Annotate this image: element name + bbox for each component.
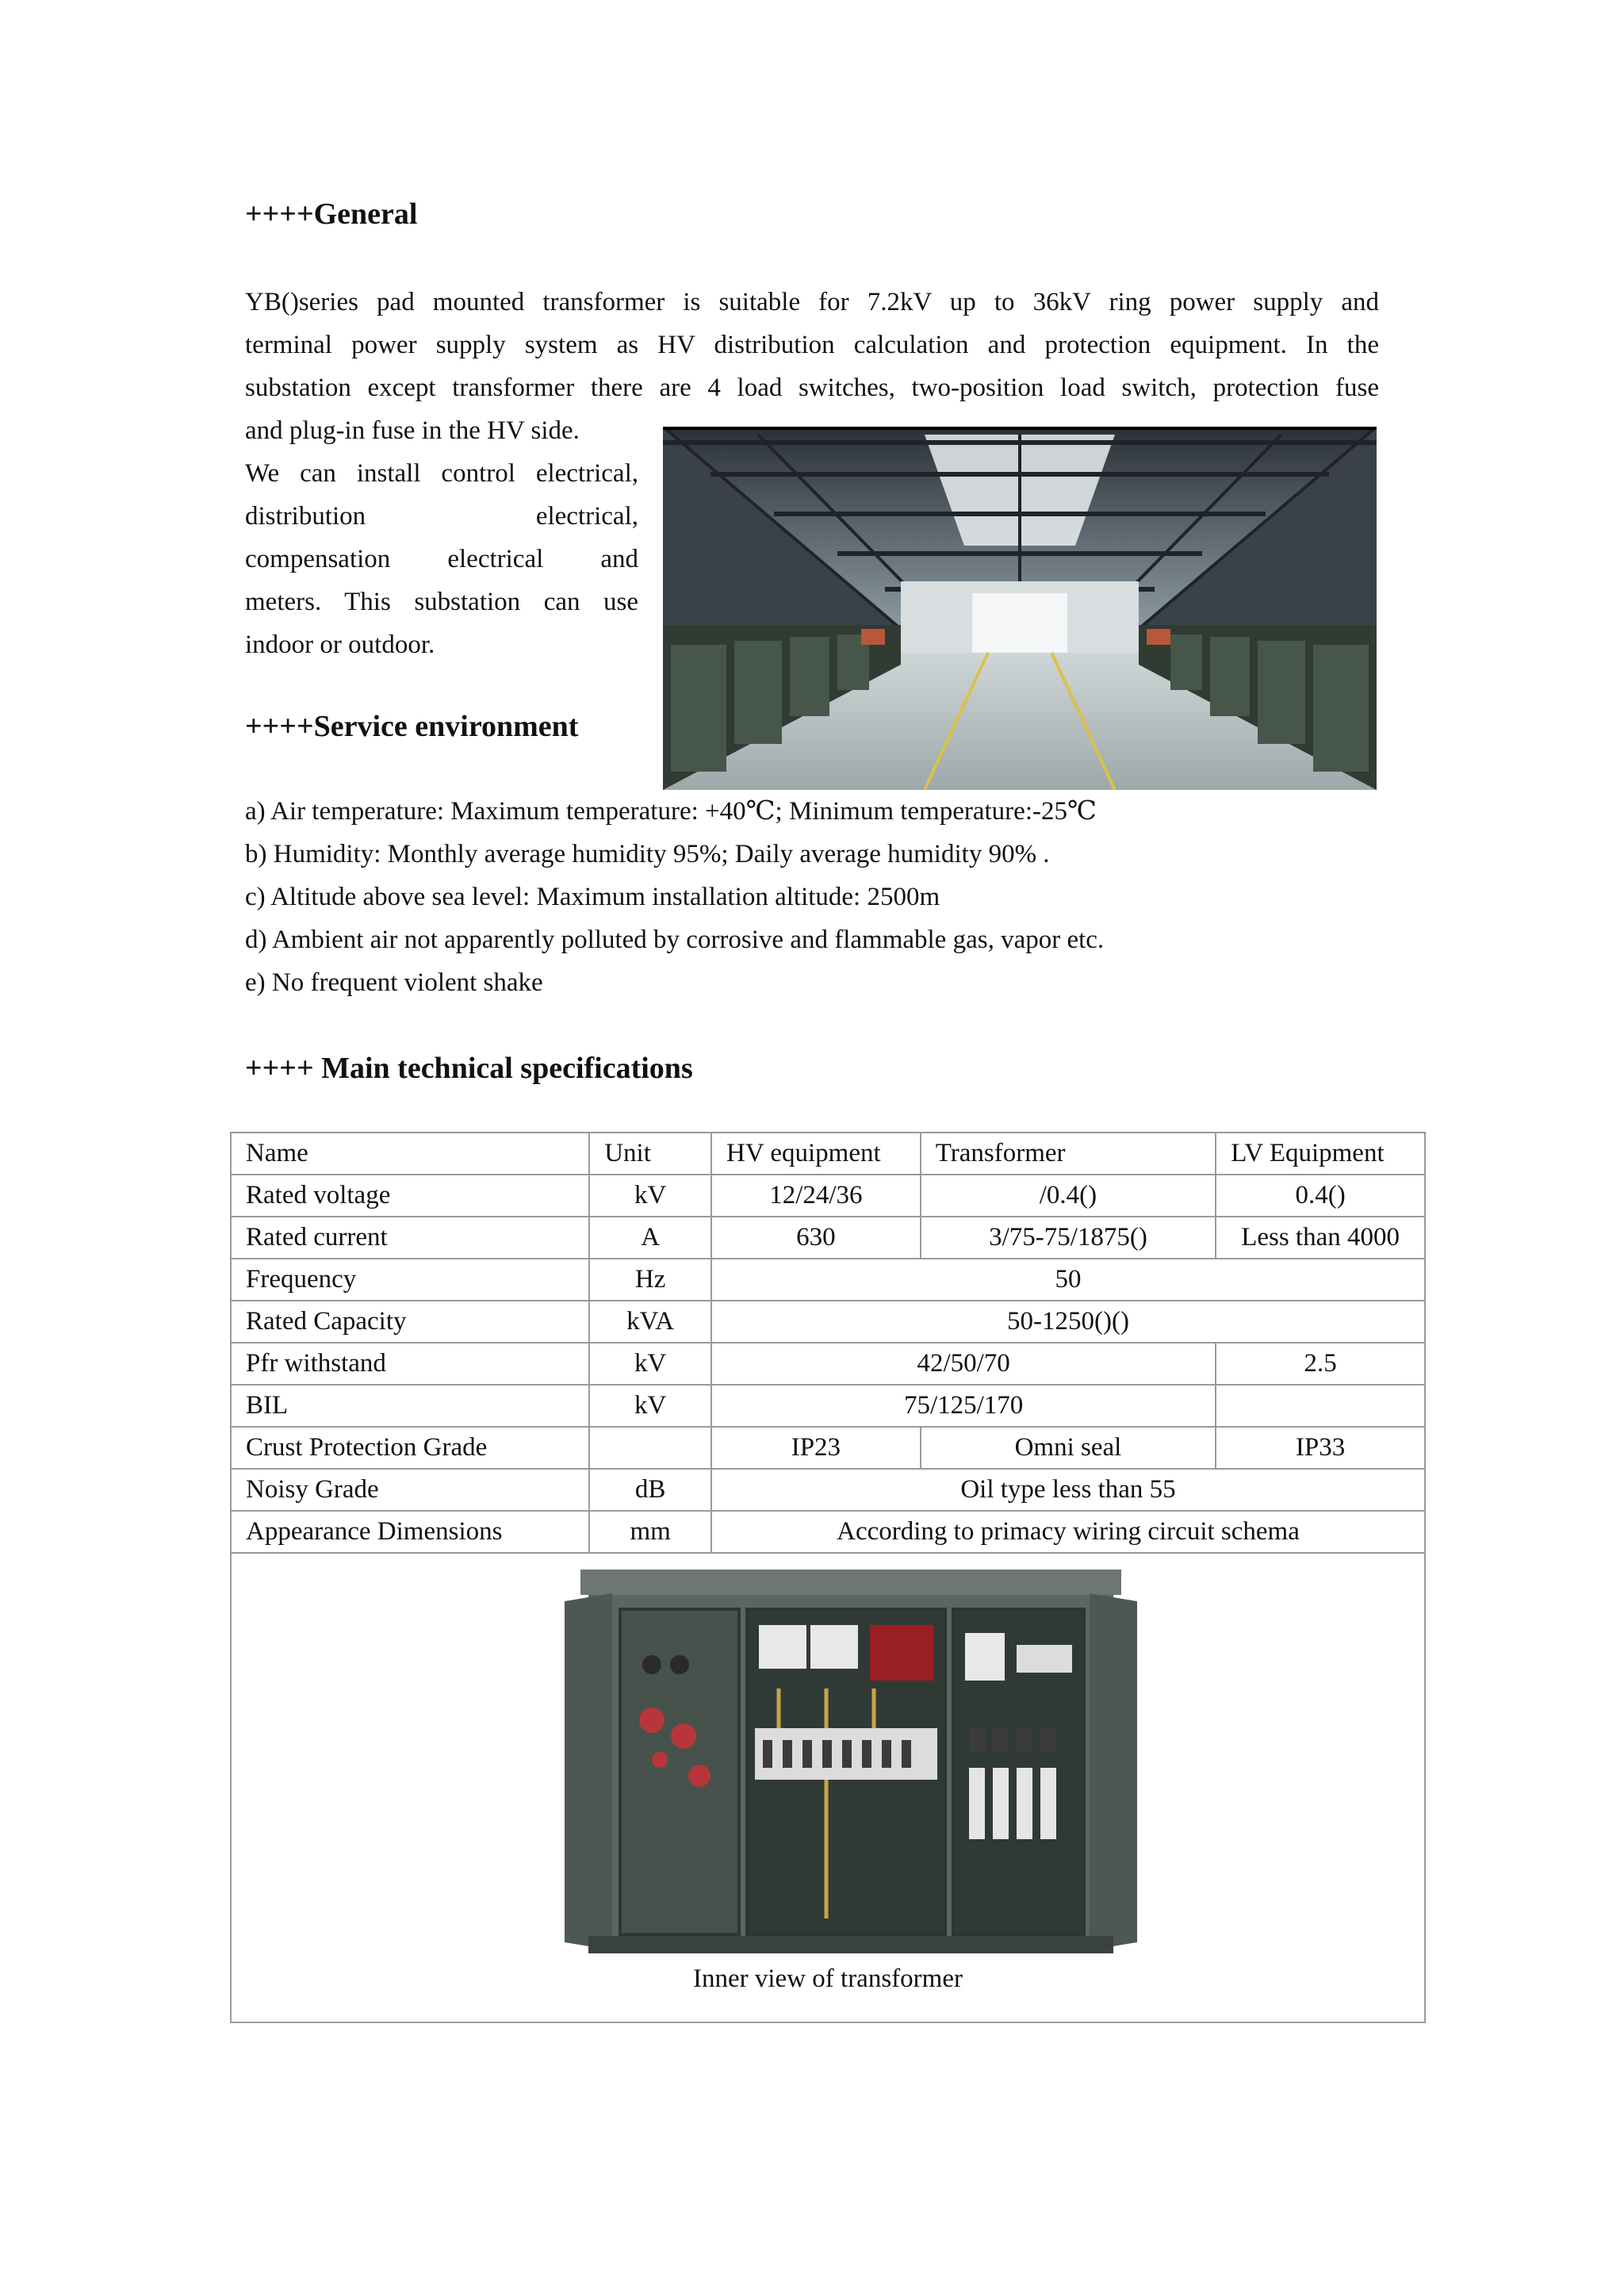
table-cell: IP23 — [711, 1427, 921, 1469]
general-line: substation except transformer there are 4 load switches, two-position load switch, protection fuse — [245, 374, 1379, 402]
side-line: distribution electrical, — [245, 502, 638, 531]
table-cell: Noisy Grade — [231, 1469, 589, 1511]
table-row — [231, 1511, 1425, 1553]
table-cell: A — [589, 1217, 711, 1259]
table-header-row — [231, 1133, 1425, 1175]
table-cell: Less than 4000 — [1216, 1217, 1425, 1259]
table-cell: According to primacy wiring circuit schema — [711, 1511, 1425, 1553]
table-cell: Oil type less than 55 — [711, 1469, 1425, 1511]
general-line: terminal power supply system as HV distribution calculation and protection equipment. In the — [245, 331, 1379, 359]
photo-cell — [231, 1553, 1425, 2022]
table-cell: kVA — [589, 1301, 711, 1343]
photo-caption: Inner view of transformer — [693, 1964, 963, 1993]
photo-row — [231, 1553, 1425, 2022]
table-row — [231, 1427, 1425, 1469]
side-line: indoor or outdoor. — [245, 631, 435, 659]
table-cell: Pfr withstand — [231, 1343, 589, 1385]
table-cell: mm — [589, 1511, 711, 1553]
table-cell: 12/24/36 — [711, 1175, 921, 1217]
table-cell: kV — [589, 1175, 711, 1217]
header-cell: LV Equipment — [1216, 1133, 1425, 1175]
table-cell: Rated voltage — [231, 1175, 589, 1217]
general-line: YB()series pad mounted transformer is suitable for 7.2kV up to 36kV ring power supply and — [245, 288, 1379, 316]
table-cell: 2.5 — [1216, 1343, 1425, 1385]
table-row — [231, 1385, 1425, 1427]
header-cell: Name — [231, 1133, 589, 1175]
general-heading: ++++General — [245, 197, 418, 231]
table-cell: 75/125/170 — [711, 1385, 1216, 1427]
environment-item: e) No frequent violent shake — [245, 968, 543, 997]
table-row — [231, 1175, 1425, 1217]
table-cell: Omni seal — [921, 1427, 1216, 1469]
warehouse-photo — [663, 427, 1377, 790]
table-cell — [1216, 1385, 1425, 1427]
table-cell: /0.4() — [921, 1175, 1216, 1217]
side-line: compensation electrical and — [245, 545, 638, 573]
header-cell: Unit — [589, 1133, 711, 1175]
spec-heading: ++++ Main technical specifications — [245, 1052, 693, 1085]
table-cell: Rated current — [231, 1217, 589, 1259]
table-cell: 42/50/70 — [711, 1343, 1216, 1385]
side-line: meters. This substation can use — [245, 588, 638, 616]
table-cell: dB — [589, 1469, 711, 1511]
table-cell: BIL — [231, 1385, 589, 1427]
transformer-inner-photo — [565, 1570, 1137, 1961]
table-cell: Appearance Dimensions — [231, 1511, 589, 1553]
table-row — [231, 1301, 1425, 1343]
table-cell: Hz — [589, 1259, 711, 1301]
table-row — [231, 1217, 1425, 1259]
table-cell: 0.4() — [1216, 1175, 1425, 1217]
table-cell: Frequency — [231, 1259, 589, 1301]
table-cell: 3/75-75/1875() — [921, 1217, 1216, 1259]
header-cell: HV equipment — [711, 1133, 921, 1175]
table-cell: 50-1250()() — [711, 1301, 1425, 1343]
environment-item: b) Humidity: Monthly average humidity 95%; Daily average humidity 90% . — [245, 840, 1050, 868]
environment-list — [245, 790, 1104, 1004]
environment-item: d) Ambient air not apparently polluted by corrosive and flammable gas, vapor etc. — [245, 926, 1105, 954]
general-side-paragraph — [245, 452, 638, 666]
general-line: and plug-in fuse in the HV side. — [245, 416, 580, 445]
table-cell: Crust Protection Grade — [231, 1427, 589, 1469]
environment-item: a) Air temperature: Maximum temperature: +40℃; Minimum temperature:-25℃ — [245, 797, 1097, 826]
table-cell: kV — [589, 1385, 711, 1427]
environment-item: c) Altitude above sea level: Maximum installation altitude: 2500m — [245, 883, 940, 911]
table-cell: IP33 — [1216, 1427, 1425, 1469]
table-cell: kV — [589, 1343, 711, 1385]
table-cell — [589, 1427, 711, 1469]
table-cell: 50 — [711, 1259, 1425, 1301]
side-line: We can install control electrical, — [245, 459, 638, 488]
table-row — [231, 1259, 1425, 1301]
table-cell: Rated Capacity — [231, 1301, 589, 1343]
spec-table — [230, 1132, 1426, 2023]
service-environment-heading: ++++Service environment — [245, 710, 579, 743]
header-cell: Transformer — [921, 1133, 1216, 1175]
table-cell: 630 — [711, 1217, 921, 1259]
table-row — [231, 1469, 1425, 1511]
table-row — [231, 1343, 1425, 1385]
